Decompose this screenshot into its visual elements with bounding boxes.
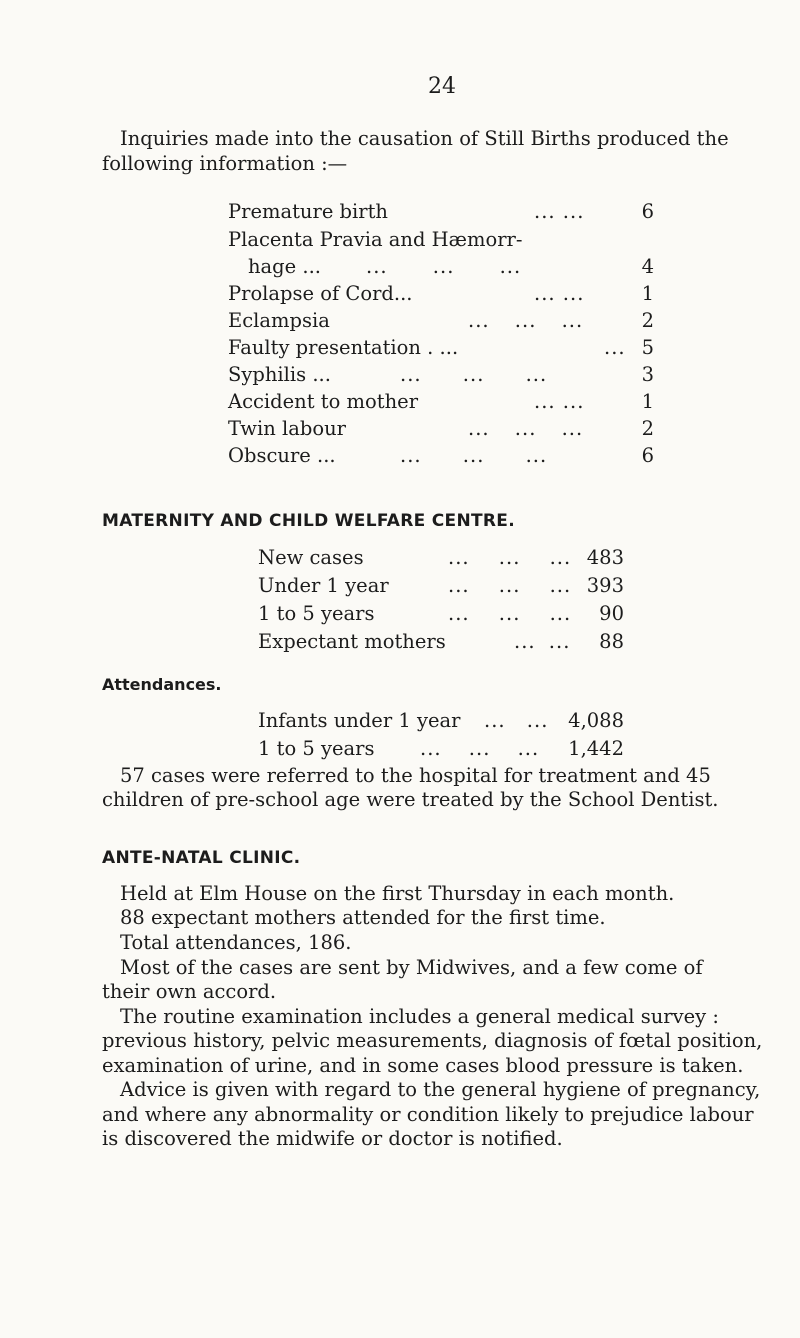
- antenatal-line: and where any abnormality or condition likely to prejudice labour: [102, 1103, 754, 1126]
- row-label: Expectant mothers: [258, 630, 446, 653]
- row-label: Syphilis ...: [228, 363, 331, 386]
- row-leader: ...: [604, 336, 626, 359]
- row-leader: ... ... ...: [400, 444, 548, 467]
- row-value: 1: [641, 390, 654, 413]
- row-label: Prolapse of Cord...: [228, 282, 413, 305]
- row-value: 6: [641, 200, 654, 223]
- row-value: 5: [641, 336, 654, 359]
- row-leader: ... ...: [534, 200, 585, 223]
- antenatal-line: Total attendances, 186.: [120, 931, 352, 954]
- row-label: Infants under 1 year: [258, 709, 461, 732]
- antenatal-line: Most of the cases are sent by Midwives, and a few come of: [120, 956, 703, 979]
- row-leader: ... ...: [514, 630, 571, 653]
- antenatal-line: Held at Elm House on the first Thursday in each month.: [120, 882, 675, 905]
- antenatal-line: Advice is given with regard to the general hygiene of pregnancy,: [120, 1078, 761, 1101]
- table-row: [0, 709, 800, 732]
- row-leader: ... ...: [534, 390, 585, 413]
- row-leader: ... ... ...: [468, 417, 584, 440]
- antenatal-line: 88 expectant mothers attended for the first time.: [120, 906, 606, 929]
- table-row: [0, 417, 800, 440]
- table-row: [0, 737, 800, 760]
- row-leader: ... ...: [534, 282, 585, 305]
- row-value: 483: [586, 546, 624, 569]
- table-row: [0, 602, 800, 625]
- table-row: [0, 255, 800, 278]
- maternity-heading: MATERNITY AND CHILD WELFARE CENTRE.: [102, 511, 515, 531]
- row-label: 1 to 5 years: [258, 602, 375, 625]
- row-value: 393: [586, 574, 624, 597]
- row-leader: ... ... ...: [366, 255, 522, 278]
- intro-line-2: following information :—: [102, 152, 348, 175]
- row-value: 4,088: [568, 709, 624, 732]
- row-value: 1,442: [568, 737, 624, 760]
- row-value: 1: [641, 282, 654, 305]
- antenatal-line: their own accord.: [102, 980, 277, 1003]
- table-row: [0, 390, 800, 413]
- row-label: Premature birth: [228, 200, 388, 223]
- row-value: 2: [641, 417, 654, 440]
- antenatal-line: examination of urine, and in some cases blood pressure is taken.: [102, 1054, 744, 1077]
- intro-line-1: Inquiries made into the causation of Still Births produced the: [120, 127, 729, 150]
- row-label: Faulty presentation . ...: [228, 336, 459, 359]
- table-row: [0, 336, 800, 359]
- table-row: [0, 630, 800, 653]
- row-leader: ... ...: [484, 709, 549, 732]
- table-row: [0, 309, 800, 332]
- row-leader: ... ... ...: [448, 574, 572, 597]
- antenatal-line: The routine examination includes a general medical survey :: [120, 1005, 719, 1028]
- row-value: 6: [641, 444, 654, 467]
- row-leader: ... ... ...: [448, 602, 572, 625]
- row-leader: ... ... ...: [400, 363, 548, 386]
- row-value: 4: [641, 255, 654, 278]
- maternity-note-line-2: children of pre-school age were treated by the School Dentist.: [102, 788, 719, 811]
- table-row: [0, 228, 800, 251]
- row-label: Eclampsia: [228, 309, 330, 332]
- table-row: [0, 363, 800, 386]
- row-label: New cases: [258, 546, 364, 569]
- row-leader: ... ... ...: [420, 737, 540, 760]
- attendances-heading: Attendances.: [102, 675, 222, 694]
- antenatal-heading: ANTE-NATAL CLINIC.: [102, 848, 301, 868]
- row-label: Obscure ...: [228, 444, 336, 467]
- table-row: [0, 200, 800, 223]
- row-value: 88: [599, 630, 624, 653]
- row-label: hage ...: [248, 255, 322, 278]
- row-label: Accident to mother: [228, 390, 419, 413]
- row-value: 3: [641, 363, 654, 386]
- table-row: [0, 546, 800, 569]
- table-row: [0, 444, 800, 467]
- row-label: Twin labour: [228, 417, 346, 440]
- maternity-note-line-1: 57 cases were referred to the hospital for treatment and 45: [120, 764, 711, 787]
- antenatal-line: previous history, pelvic measurements, diagnosis of fœtal position,: [102, 1029, 763, 1052]
- row-label: Under 1 year: [258, 574, 389, 597]
- row-label: Placenta Pravia and Hæmorr-: [228, 228, 523, 251]
- row-leader: ... ... ...: [448, 546, 572, 569]
- table-row: [0, 282, 800, 305]
- row-label: 1 to 5 years: [258, 737, 375, 760]
- page-number: 24: [428, 74, 456, 99]
- row-value: 90: [599, 602, 624, 625]
- table-row: [0, 574, 800, 597]
- row-value: 2: [641, 309, 654, 332]
- antenatal-line: is discovered the midwife or doctor is notified.: [102, 1127, 563, 1150]
- row-leader: ... ... ...: [468, 309, 584, 332]
